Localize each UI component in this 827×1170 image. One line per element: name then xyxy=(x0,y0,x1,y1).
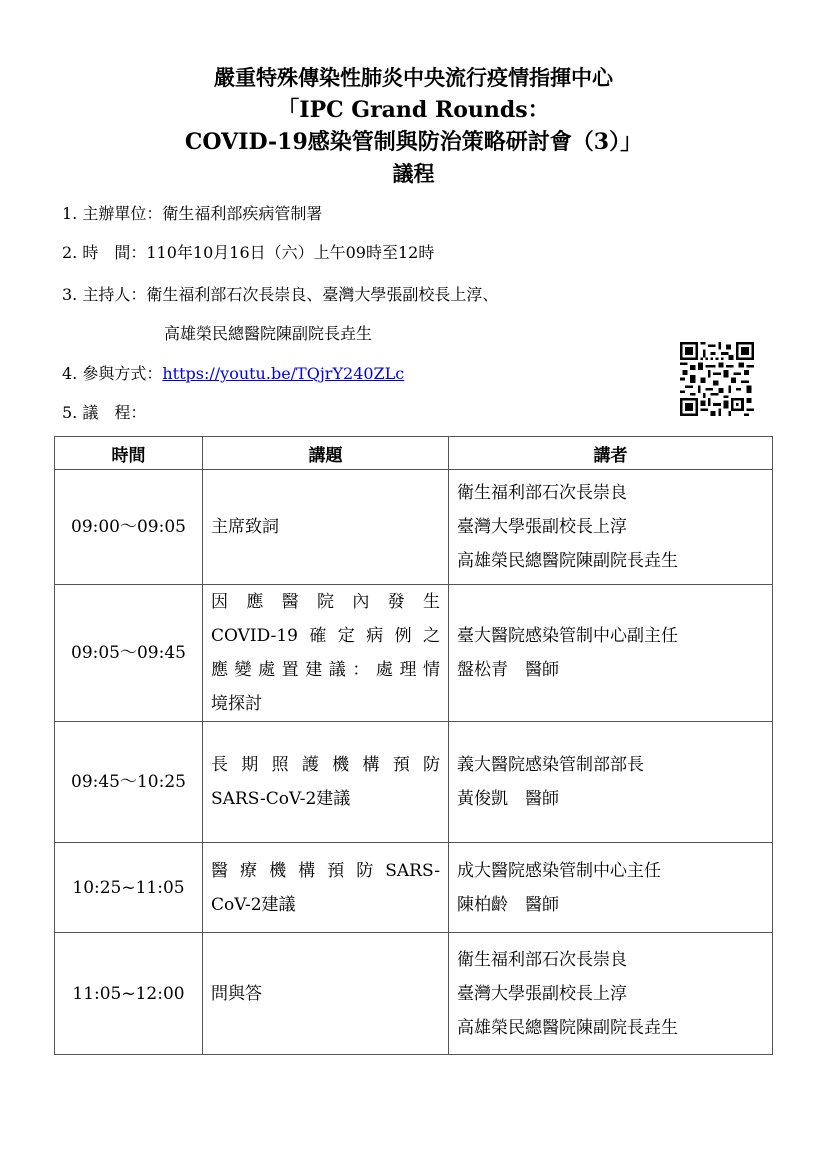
row-speaker xyxy=(449,722,773,843)
row-topic xyxy=(203,933,449,1055)
host-line-1: 3. 主持人：衛生福利部石次長崇良、臺灣大學張副校長上淳、 xyxy=(62,285,499,304)
time-line xyxy=(62,240,434,263)
table-row xyxy=(55,722,773,843)
topic-line: 應變處置建議：處理情 xyxy=(211,660,440,680)
row-speaker xyxy=(449,843,773,933)
topic-line: COVID-19確定病例之 xyxy=(211,626,440,646)
row-time: 10:25~11:05 xyxy=(55,843,203,933)
row-time: 11:05~12:00 xyxy=(55,933,203,1055)
participation-label: 4. 參與方式： xyxy=(62,364,163,383)
speaker-line: 衛生福利部石次長崇良 xyxy=(457,483,627,503)
speaker-line: 臺灣大學張副校長上淳 xyxy=(457,517,627,537)
table-row xyxy=(55,843,773,933)
header-time: 時間 xyxy=(55,437,203,470)
row-time: 09:00～09:05 xyxy=(55,470,203,585)
row-speaker xyxy=(449,585,773,722)
speaker-line: 黃俊凱 醫師 xyxy=(457,789,559,809)
topic-line: 問與答 xyxy=(211,983,262,1004)
host-line-2: 高雄榮民總醫院陳副院長垚生 xyxy=(164,324,373,343)
table-row xyxy=(55,933,773,1055)
time-label: 2. 時 間： xyxy=(62,243,147,262)
row-topic xyxy=(203,470,449,585)
topic-line: 主席致詞 xyxy=(211,517,279,537)
time-value: 110年10月16日（六）上午09時至12時 xyxy=(146,243,435,262)
row-time: 09:45～10:25 xyxy=(55,722,203,843)
table-header-row xyxy=(55,437,773,470)
speaker-line: 高雄榮民總醫院陳副院長垚生 xyxy=(457,551,678,571)
header-speaker: 講者 xyxy=(449,437,773,470)
topic-line: 境探討 xyxy=(211,694,262,714)
table-row xyxy=(55,470,773,585)
speaker-line: 臺灣大學張副校長上淳 xyxy=(457,983,627,1004)
qr-code-icon xyxy=(680,342,754,416)
speaker-line: 成大醫院感染管制中心主任 xyxy=(457,860,661,881)
agenda-label: 5. 議 程： xyxy=(62,403,147,422)
document-title xyxy=(0,62,827,188)
header-topic: 講題 xyxy=(203,437,449,470)
speaker-line: 陳柏齡 醫師 xyxy=(457,894,559,915)
topic-line: CoV-2建議 xyxy=(211,894,296,915)
topic-line: 長期照護機構預防 xyxy=(211,755,440,775)
row-topic xyxy=(203,722,449,843)
participation-line xyxy=(62,361,404,384)
speaker-line: 盤松青 醫師 xyxy=(457,660,559,680)
row-speaker xyxy=(449,933,773,1055)
organizer-line: 1. 主辦單位：衛生福利部疾病管制署 xyxy=(62,204,323,223)
topic-line: 因應醫院內發生 xyxy=(211,592,440,612)
agenda-table xyxy=(54,436,773,1055)
title-line-1: 嚴重特殊傳染性肺炎中央流行疫情指揮中心 xyxy=(214,65,613,90)
speaker-line: 衛生福利部石次長崇良 xyxy=(457,949,627,970)
row-topic xyxy=(203,843,449,933)
table-row xyxy=(55,585,773,722)
row-topic xyxy=(203,585,449,722)
topic-line: 醫療機構預防SARS- xyxy=(211,860,440,881)
speaker-line: 高雄榮民總醫院陳副院長垚生 xyxy=(457,1017,678,1038)
youtube-link[interactable]: https://youtu.be/TQjrY240ZLc xyxy=(162,364,405,383)
row-time: 09:05～09:45 xyxy=(55,585,203,722)
title-line-2: 「IPC Grand Rounds： xyxy=(277,97,550,123)
topic-line: SARS-CoV-2建議 xyxy=(211,789,351,809)
row-speaker xyxy=(449,470,773,585)
speaker-line: 臺大醫院感染管制中心副主任 xyxy=(457,626,678,646)
agenda-heading: 議程 xyxy=(392,161,435,186)
speaker-line: 義大醫院感染管制部部長 xyxy=(457,755,644,775)
title-line-3: COVID-19感染管制與防治策略研討會（3）」 xyxy=(184,129,643,155)
